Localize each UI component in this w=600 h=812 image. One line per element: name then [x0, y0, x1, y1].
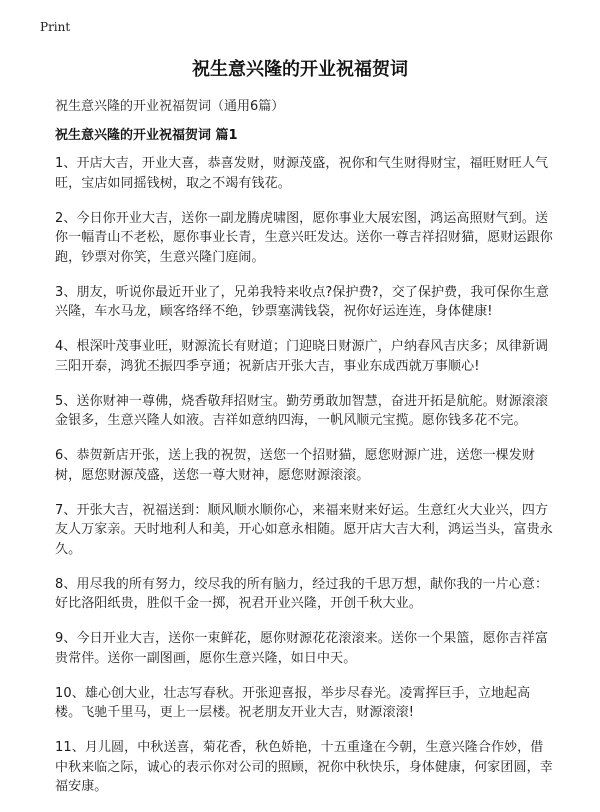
- page-title: 祝生意兴隆的开业祝福贺词: [192, 59, 408, 80]
- paragraph: 3、朋友，听说你最近开业了，兄弟我特来收点?保护费?，交了保护费，我可保你生意兴隆，车水马龙，顾客络绎不绝，钞票塞满钱袋，祝你好运连连，身体健康!: [55, 284, 549, 319]
- paragraph: 4、根深叶茂事业旺，财源流长有财道；门迎晓日财源广，户纳春风吉庆多；凤律新调三阳开泰，鸿犹丕振四季亨通；祝新店开张大吉，事业东成西就万事顺心!: [55, 339, 549, 374]
- paragraph: 7、开张大吉，祝福送到：顺风顺水顺你心，来福来财来好运。生意红火大业兴，四方友人万家亲。天时地利人和美，开心如意永相随。愿开店大吉大利，鸿运当头，富贵永久。: [55, 502, 553, 557]
- paragraph-list: [55, 154, 555, 812]
- paragraph: 9、今日开业大吉，送你一束鲜花，愿你财源花花滚滚来。送你一个果篮，愿你吉祥富贵常伴。送你一副图画，愿你生意兴隆，如日中天。: [55, 631, 549, 666]
- document-subtitle: 祝生意兴隆的开业祝福贺词（通用6篇）: [55, 99, 285, 114]
- section-heading: 祝生意兴隆的开业祝福贺词 篇1: [55, 128, 238, 143]
- paragraph: 8、用尽我的所有努力，绞尽我的所有脑力，经过我的千思万想，献你我的一片心意：好比洛阳纸贵，胜似千金一掷，祝君开业兴隆，开创千秋大业。: [55, 576, 549, 611]
- paragraph: 5、送你财神一尊佛，烧香敬拜招财宝。勤劳勇敢加智慧，奋进开拓是航舵。财源滚滚金银多，生意兴隆人如液。吉祥如意纳四海，一帆风顺元宝揽。愿你钱多花不完。: [55, 393, 549, 428]
- print-label[interactable]: Print: [40, 20, 71, 34]
- paragraph: 2、今日你开业大吉，送你一副龙腾虎啸图，愿你事业大展宏图，鸿运高照财气到。送你一幅青山不老松，愿你事业长青，生意兴旺发达。送你一尊吉祥招财猫，愿财运跟你跑，钞票对你笑，生意兴隆门庭闹。: [55, 210, 553, 265]
- paragraph: 1、开店大吉，开业大喜，恭喜发财，财源茂盛，祝你和气生财得财宝，福旺财旺人气旺，宝店如同摇钱树，取之不竭有钱花。: [55, 156, 549, 191]
- paragraph: 6、恭贺新店开张，送上我的祝贺，送您一个招财猫，愿您财源广进，送您一棵发财树，愿您财源茂盛，送您一尊大财神，愿您财源滚滚。: [55, 448, 535, 483]
- paragraph: 11、月儿圆，中秋送喜，菊花香，秋色娇艳，十五重逢在今朝，生意兴隆合作妙，借中秋来临之际，诚心的表示你对公司的照顾，祝你中秋快乐，身体健康，何家团圆，幸福安康。: [55, 740, 553, 794]
- paragraph: 10、雄心创大业，壮志写春秋。开张迎喜报，举步尽春光。凌霄挥巨手，立地起高楼。飞驰千里马，更上一层楼。祝老朋友开业大吉，财源滚滚!: [55, 685, 531, 720]
